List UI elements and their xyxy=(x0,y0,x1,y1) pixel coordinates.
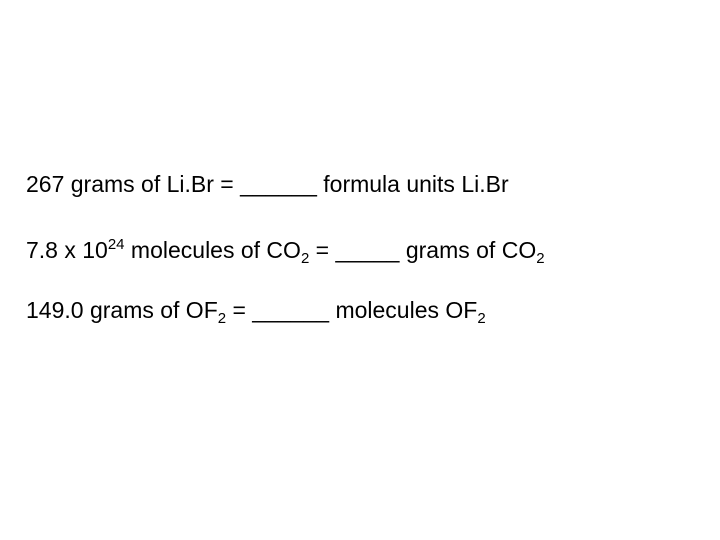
problem-of2-molecules xyxy=(26,290,486,334)
problem-text: = ______ molecules OF xyxy=(226,297,478,323)
problem-co2-grams xyxy=(26,230,545,274)
problem-libr-formula-units xyxy=(26,164,509,204)
problem-text: molecules of CO xyxy=(124,237,301,263)
problem-text: = _____ grams of CO xyxy=(309,237,537,263)
subscript: 2 xyxy=(536,250,545,267)
subscript: 2 xyxy=(300,250,310,267)
problem-text: 267 grams of Li.Br = ______ formula units Li.Br xyxy=(26,171,509,197)
problem-text: 7.8 x 10 xyxy=(26,237,108,263)
subscript: 2 xyxy=(477,310,486,327)
problem-text: 149.0 grams of OF xyxy=(26,297,218,323)
subscript: 2 xyxy=(217,310,227,327)
exponent: 24 xyxy=(107,236,125,253)
